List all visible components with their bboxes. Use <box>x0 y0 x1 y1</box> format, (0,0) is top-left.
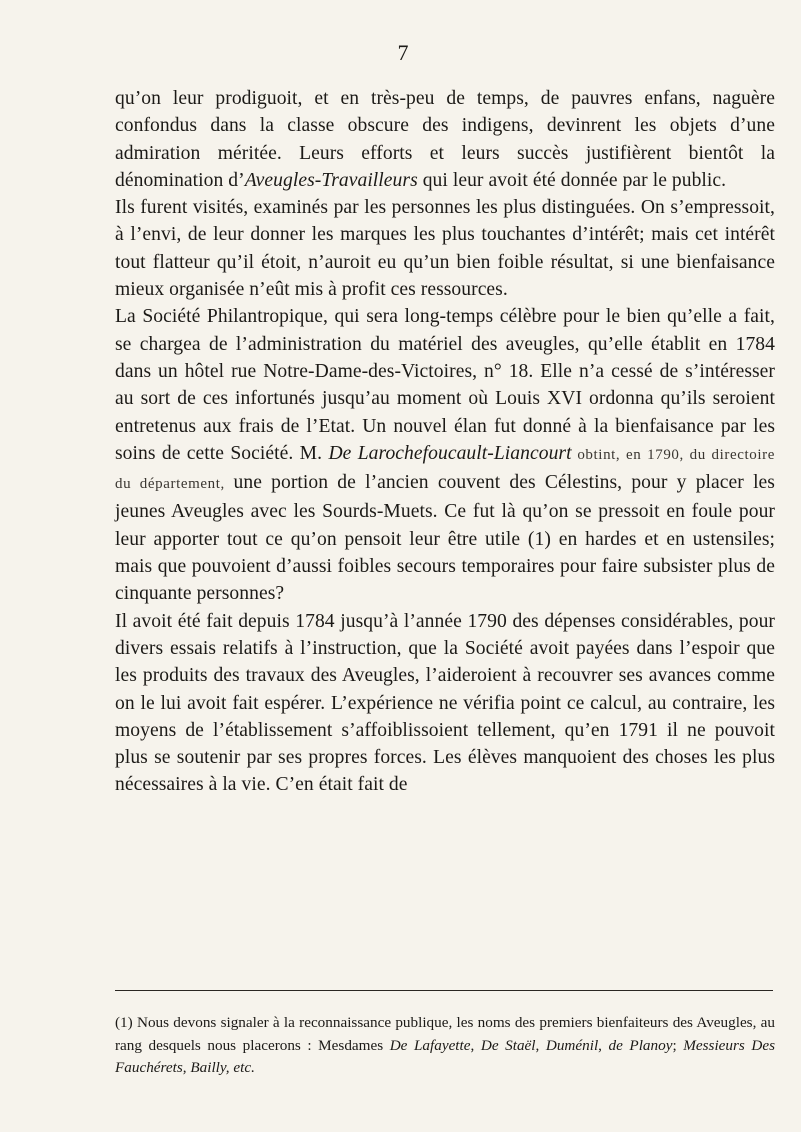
footnote-segment-italic: Bailly <box>190 1059 226 1076</box>
footnote-rule <box>115 990 773 991</box>
footnote-segment-italic: Duménil <box>545 1036 599 1054</box>
footnote-segment: , <box>598 1036 609 1054</box>
main-text <box>115 85 775 799</box>
paragraph <box>115 608 775 799</box>
footnote <box>115 1012 775 1080</box>
text-segment: qui leur avoit été donnée par le public. <box>417 169 727 191</box>
footnote-segment: ; <box>672 1036 684 1054</box>
footnote-paragraph <box>115 1012 775 1080</box>
footnote-segment-italic: De Lafayette <box>389 1036 471 1054</box>
footnote-segment-italic: de Planoy <box>608 1036 673 1054</box>
text-segment: qu’on leur prodiguoit, et en très-peu de temps, de pauvres enfans, naguère confondus dans la classe obscure des indigens, devinrent les objets d’une admiration méritée. Leurs efforts et leurs succès justifièrent bientôt la dénomination d’ <box>115 88 775 191</box>
footnote-segment-italic: , etc. <box>225 1059 255 1076</box>
text-segment: une portion de l’ancien couvent des Célestins, pour y placer les jeunes Aveugles avec les Sourds-Muets. Ce fut là qu’on se pressoit en foule pour leur apporter tout ce qu’on pensoit leur être utile (1) en hardes et en ustensiles; mais que pouvoient d’aussi foibles secours temporaires pour faire subsister plus de cinquante personnes? <box>115 472 775 605</box>
footnote-segment: (1) Nous devons signaler à la reconnaissance publique, les noms des premiers bienfaiteurs des Aveugles, au rang desquels nous placerons : Mesdames <box>115 1014 775 1054</box>
text-segment: Ils furent visités, examinés par les personnes les plus distinguées. On s’empressoit, à l’envi, de leur donner les marques les plus touchantes d’intérêt; mais cet intérêt tout flatteur qu’il étoit, n’auroit eu qu’un bien foible résultat, si une bienfaisance mieux organisée n’eût mis à profit ces ressources. <box>115 197 775 301</box>
text-segment: La Société Philantropique, qui sera long-temps célèbre pour le bien qu’elle a fait, se chargea de l’administration du matériel des aveugles, qu’elle établit en 1784 dans un hôtel rue Notre-Dame-des-Victoires, n° 18. Elle n’a cessé de s’intéresser au sort de ces infortunés jusqu’au moment où Louis XVI ordonna qu’ils seroient entretenus aux frais de l’Etat. Un nouvel élan fut donné à la bienfaisance par les soins de cette Société. M. <box>115 306 775 464</box>
footnote-segment: , <box>470 1036 481 1054</box>
paragraph <box>115 85 775 194</box>
footnote-segment: , <box>182 1059 191 1076</box>
footnote-segment-italic: De Staël <box>480 1036 536 1054</box>
paragraph <box>115 303 775 607</box>
footnote-segment-italic: Messieurs Des Fauchérets <box>115 1036 775 1076</box>
text-segment-italic: Aveugles-Travailleurs <box>244 169 418 191</box>
text-segment-faint: obtint, en 1790, du directoire du département, <box>115 446 776 493</box>
page-number: 7 <box>397 40 409 65</box>
text-segment-italic: De Larochefoucault-Liancourt <box>328 442 572 464</box>
paragraph <box>115 194 775 303</box>
footnote-segment: , <box>535 1036 546 1054</box>
text-segment: Il avoit été fait depuis 1784 jusqu’à l’année 1790 des dépenses considérables, pour divers essais relatifs à l’instruction, que la Société avoit payées dans l’espoir que les produits des travaux des Aveugles, l’aideroient à recouvrer ses avances comme on le lui avoit fait espérer. L’expérience ne vérifia point ce calcul, au contraire, les moyens de l’établissement s’affoiblissoient tellement, qu’en 1791 il ne pouvoit plus se soutenir par ses propres forces. Les élèves manquoient des choses les plus nécessaires à la vie. C’en était fait de <box>115 610 775 796</box>
